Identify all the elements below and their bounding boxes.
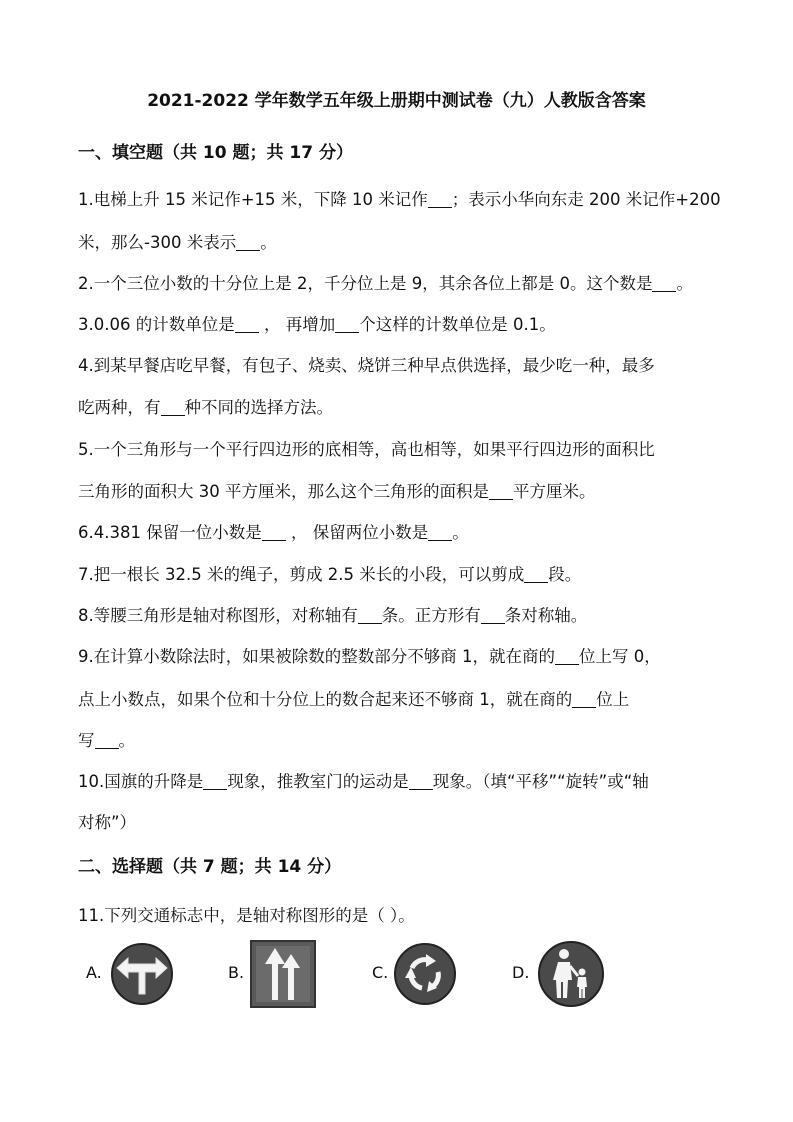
answer-blank[interactable] xyxy=(203,773,227,791)
option-a-label: A. xyxy=(86,963,102,982)
option-d[interactable] xyxy=(512,940,632,1008)
one-way-straight-arrows-sign-icon xyxy=(250,940,316,1008)
page-title: 2021-2022 学年数学五年级上册期中测试卷（九）人教版含答案 xyxy=(147,91,646,111)
answer-blank[interactable] xyxy=(95,732,119,750)
question-6: 6.4.381 保留一位小数是 ， 保留两位小数是 。 xyxy=(78,523,469,542)
question-4-line-1: 4.到某早餐店吃早餐，有包子、烧卖、烧饼三种早点供选择，最少吃一种，最多 xyxy=(78,356,655,375)
question-1-line-1: 1.电梯上升 15 米记作+15 米，下降 10 米记作 ；表示小华向东走 200 米记作+200 xyxy=(78,190,721,209)
question-7: 7.把一根长 32.5 米的绳子，剪成 2.5 米长的小段，可以剪成 段。 xyxy=(78,565,582,584)
question-1-line-2: 米，那么-300 米表示 。 xyxy=(78,233,277,252)
question-2: 2.一个三位小数的十分位上是 2，千分位上是 9，其余各位上都是 0。这个数是 。 xyxy=(78,274,693,293)
answer-blank[interactable] xyxy=(524,566,548,584)
option-c-label: C. xyxy=(372,963,389,982)
answer-blank[interactable] xyxy=(262,524,286,542)
answer-blank[interactable] xyxy=(572,691,596,709)
question-8: 8.等腰三角形是轴对称图形，对称轴有 条。正方形有 条对称轴。 xyxy=(78,606,588,625)
roundabout-arrows-sign-icon xyxy=(392,942,458,1006)
question-9-line-2: 点上小数点，如果个位和十分位上的数合起来还不够商 1，就在商的 位上 xyxy=(78,690,630,709)
answer-blank[interactable] xyxy=(409,773,433,791)
question-9-line-1: 9.在计算小数除法时，如果被除数的整数部分不够商 1，就在商的 位上写 0， xyxy=(78,647,661,666)
option-b-label: B. xyxy=(228,963,245,982)
answer-blank[interactable] xyxy=(428,191,452,209)
answer-blank[interactable] xyxy=(358,607,382,625)
option-b[interactable] xyxy=(228,940,338,1008)
question-10-line-2: 对称”） xyxy=(78,813,137,832)
section-choice-heading: 二、选择题（共 7 题；共 14 分） xyxy=(78,857,342,877)
question-11: 11.下列交通标志中，是轴对称图形的是（ ）。 xyxy=(78,906,415,925)
question-9-line-3: 写 。 xyxy=(78,731,135,750)
answer-blank[interactable] xyxy=(335,316,359,334)
answer-blank[interactable] xyxy=(161,399,185,417)
answer-blank[interactable] xyxy=(489,483,513,501)
section-fill-in-heading: 一、填空题（共 10 题；共 17 分） xyxy=(78,143,353,163)
answer-blank[interactable] xyxy=(428,524,452,542)
answer-blank[interactable] xyxy=(555,648,579,666)
option-d-label: D. xyxy=(512,963,530,982)
answer-blank[interactable] xyxy=(236,234,260,252)
question-3: 3.0.06 的计数单位是 ， 再增加 个这样的计数单位是 0.1。 xyxy=(78,315,556,334)
answer-blank[interactable] xyxy=(481,607,505,625)
option-c[interactable] xyxy=(372,940,482,1008)
option-a[interactable] xyxy=(86,940,196,1008)
question-10-line-1: 10.国旗的升降是 现象，推教室门的运动是 现象。（填“平移”“旋转”或“轴 xyxy=(78,772,649,791)
answer-blank[interactable] xyxy=(235,316,259,334)
turn-left-right-sign-icon xyxy=(110,942,174,1006)
pedestrian-adult-child-sign-icon xyxy=(536,940,606,1008)
question-5-line-2: 三角形的面积大 30 平方厘米，那么这个三角形的面积是 平方厘米。 xyxy=(78,482,596,501)
answer-blank[interactable] xyxy=(652,275,676,293)
question-5-line-1: 5.一个三角形与一个平行四边形的底相等，高也相等，如果平行四边形的面积比 xyxy=(78,440,655,459)
question-4-line-2: 吃两种，有 种不同的选择方法。 xyxy=(78,398,333,417)
